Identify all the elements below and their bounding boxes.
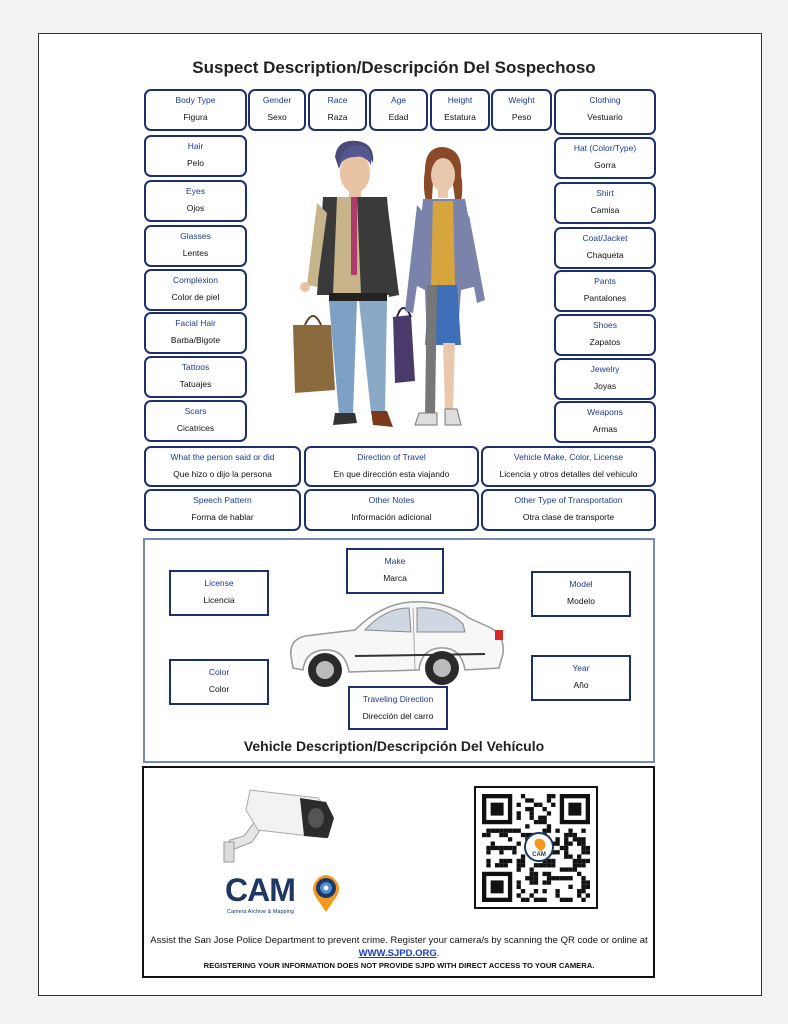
field-glasses[interactable] <box>144 225 247 267</box>
field-hat[interactable] <box>554 137 656 179</box>
field-other-notes[interactable] <box>304 489 479 531</box>
field-label-en: Model <box>569 579 593 589</box>
field-hair[interactable] <box>144 135 247 177</box>
field-vehicle-details[interactable] <box>481 446 656 487</box>
field-label-en: Year <box>572 663 590 673</box>
field-label-en: Scars <box>184 406 207 416</box>
field-other-transport[interactable] <box>481 489 656 531</box>
field-label-es: En que dirección esta viajando <box>333 469 450 479</box>
field-label-en: Coat/Jacket <box>582 233 628 243</box>
field-jewelry[interactable] <box>554 358 656 400</box>
car-illustration <box>285 596 510 690</box>
field-label-es: Camisa <box>590 205 620 215</box>
register-text-main: Assist the San Jose Police Department to prevent crime. Register your camera/s by scanning the QR code or online at <box>150 935 648 946</box>
field-race[interactable] <box>308 89 367 131</box>
field-label-es: Armas <box>592 424 618 434</box>
field-label-en: Facial Hair <box>175 318 216 328</box>
field-label-en: Jewelry <box>590 364 620 374</box>
field-label-en: Other Type of Transportation <box>514 495 623 505</box>
field-label-es: Dirección del carro <box>362 711 434 721</box>
field-label-en: Speech Pattern <box>193 495 252 505</box>
field-label-es: Modelo <box>567 596 595 606</box>
field-weapons[interactable] <box>554 401 656 443</box>
field-color[interactable] <box>169 659 269 705</box>
field-label-en: Shirt <box>596 188 614 198</box>
cam-logo-subtitle: Camera Archive & Mapping <box>227 909 294 915</box>
field-label-es: Que hizo o dijo la persona <box>173 469 272 479</box>
field-complexion[interactable] <box>144 269 247 311</box>
field-label-es: Año <box>573 680 589 690</box>
field-label-es: Lentes <box>182 248 209 258</box>
qr-code[interactable] <box>474 786 598 909</box>
field-license[interactable] <box>169 570 269 616</box>
field-label-en: Hair <box>187 141 204 151</box>
qr-logo-text: CAM <box>532 852 546 858</box>
field-height[interactable] <box>430 89 490 131</box>
cam-logo-text: CAM <box>225 872 295 908</box>
field-label-es: Otra clase de transporte <box>522 512 615 522</box>
field-label-en: Other Notes <box>368 495 415 505</box>
field-weight[interactable] <box>491 89 552 131</box>
field-label-es: Peso <box>511 112 532 122</box>
field-label-es: Zapatos <box>589 337 621 347</box>
field-year[interactable] <box>531 655 631 701</box>
field-label-es: Raza <box>327 112 348 122</box>
field-label-en: Gender <box>262 95 292 105</box>
field-said-or-did[interactable] <box>144 446 301 487</box>
female-figure <box>393 147 485 425</box>
field-gender[interactable] <box>248 89 306 131</box>
field-label-es: Color de piel <box>171 292 220 302</box>
field-label-es: Sexo <box>267 112 287 122</box>
field-label-en: Direction of Travel <box>357 452 426 462</box>
cam-logo <box>225 872 345 920</box>
field-label-es: Color <box>208 684 230 694</box>
field-label-en: Make <box>384 556 406 566</box>
field-model[interactable] <box>531 571 631 617</box>
field-label-es: Figura <box>183 112 208 122</box>
field-label-es: Pelo <box>186 158 204 168</box>
field-label-en: Complexion <box>173 275 218 285</box>
field-label-es: Cicatrices <box>176 423 215 433</box>
field-label-es: Forma de hablar <box>191 512 254 522</box>
field-traveling-direction[interactable] <box>348 686 448 730</box>
field-label-en: Glasses <box>180 231 211 241</box>
field-label-en: Body Type <box>175 95 216 105</box>
field-label-en: Shoes <box>592 320 618 330</box>
field-label-es: Estatura <box>444 112 476 122</box>
field-facial-hair[interactable] <box>144 312 247 354</box>
field-label-es: Edad <box>388 112 409 122</box>
male-figure <box>293 141 399 427</box>
field-label-en: Weight <box>508 95 535 105</box>
field-pants[interactable] <box>554 270 656 312</box>
field-label-es: Marca <box>383 573 407 583</box>
field-label-en: Clothing <box>589 95 621 105</box>
field-label-es: Tatuajes <box>179 379 212 389</box>
field-direction-of-travel[interactable] <box>304 446 479 487</box>
camera-icon <box>222 780 337 865</box>
field-label-en: Eyes <box>186 186 205 196</box>
field-coat-jacket[interactable] <box>554 227 656 269</box>
qr-pin-icon <box>532 836 548 852</box>
field-age[interactable] <box>369 89 428 131</box>
field-label-es: Chaqueta <box>586 250 624 260</box>
field-label-es: Barba/Bigote <box>170 335 221 345</box>
field-label-es: Licencia <box>203 595 235 605</box>
field-label-en: Race <box>327 95 348 105</box>
field-label-es: Gorra <box>594 160 616 170</box>
field-label-en: Height <box>447 95 473 105</box>
field-label-es: Información adicional <box>351 512 432 522</box>
field-label-en: Hat (Color/Type) <box>573 143 637 153</box>
sjpd-link[interactable]: WWW.SJPD.ORG <box>358 948 437 959</box>
field-shoes[interactable] <box>554 314 656 356</box>
field-label-en: Pants <box>594 276 616 286</box>
field-label-en: Tattoos <box>181 362 210 372</box>
vehicle-title: Vehicle Description/Descripción Del Vehículo <box>243 738 545 754</box>
field-body-type[interactable] <box>144 89 247 131</box>
register-text <box>150 934 648 960</box>
field-label-en: Color <box>208 667 230 677</box>
disclaimer-text: REGISTERING YOUR INFORMATION DOES NOT PROVIDE SJPD WITH DIRECT ACCESS TO YOUR CAMERA. <box>203 961 595 970</box>
suspects-illustration <box>285 135 510 440</box>
qr-logo <box>524 832 554 862</box>
field-shirt[interactable] <box>554 182 656 224</box>
field-label-es: Pantalones <box>583 293 627 303</box>
field-label-es: Vestuario <box>587 112 623 122</box>
field-label-en: Age <box>390 95 407 105</box>
field-label-en: What the person said or did <box>170 452 275 462</box>
field-label-es: Licencia y otros detalles del vehiculo <box>499 469 638 479</box>
field-make[interactable] <box>346 548 444 594</box>
field-label-en: Traveling Direction <box>362 694 434 704</box>
field-clothing[interactable] <box>554 89 656 135</box>
field-label-es: Ojos <box>186 203 205 213</box>
field-label-en: License <box>204 578 234 588</box>
field-label-en: Vehicle Make, Color, License <box>513 452 624 462</box>
field-speech-pattern[interactable] <box>144 489 301 531</box>
field-label-en: Weapons <box>587 407 623 417</box>
location-pin-icon <box>311 874 341 914</box>
field-eyes[interactable] <box>144 180 247 222</box>
register-text-end: . <box>436 948 440 959</box>
field-label-es: Joyas <box>593 381 617 391</box>
field-scars[interactable] <box>144 400 247 442</box>
suspect-title: Suspect Description/Descripción Del Sospechoso <box>192 58 596 77</box>
field-tattoos[interactable] <box>144 356 247 398</box>
